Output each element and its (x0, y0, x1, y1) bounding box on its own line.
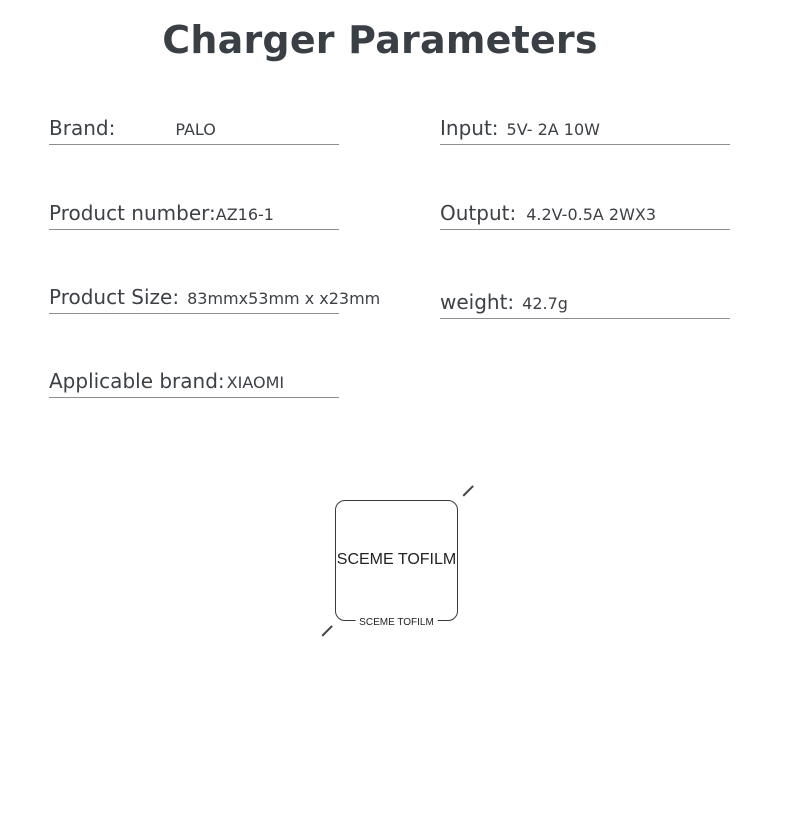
param-label: Brand: (49, 116, 116, 140)
param-value: 4.2V-0.5A 2WX3 (526, 205, 657, 224)
param-value: 5V- 2A 10W (506, 120, 600, 139)
watermark-main-text: SCEME TOFILM (336, 551, 457, 568)
watermark-stamp (335, 500, 458, 628)
param-label: Applicable brand: (49, 369, 225, 393)
param-label: Product number: (49, 201, 216, 225)
param-label: Input: (440, 116, 499, 140)
param-value: XIAOMI (226, 373, 285, 392)
corner-tick-mark (463, 485, 474, 496)
param-product-size (49, 285, 381, 314)
param-value: 83mmx53mm x x23mm (187, 289, 381, 308)
param-output (440, 201, 730, 230)
param-value: AZ16-1 (215, 205, 274, 224)
param-label: Output: (440, 201, 517, 225)
page-title: Charger Parameters (162, 18, 598, 62)
param-weight (440, 290, 730, 319)
param-label: Product Size: (49, 285, 180, 309)
param-brand (49, 116, 339, 145)
watermark-sub-text: SCEME TOFILM (355, 617, 438, 628)
param-applicable-brand (49, 369, 339, 398)
param-product-number (49, 201, 339, 230)
param-value: 42.7g (522, 294, 568, 313)
param-label: weight: (440, 290, 515, 314)
param-input (440, 116, 730, 145)
param-value: PALO (175, 120, 216, 139)
corner-tick-mark (322, 625, 333, 636)
